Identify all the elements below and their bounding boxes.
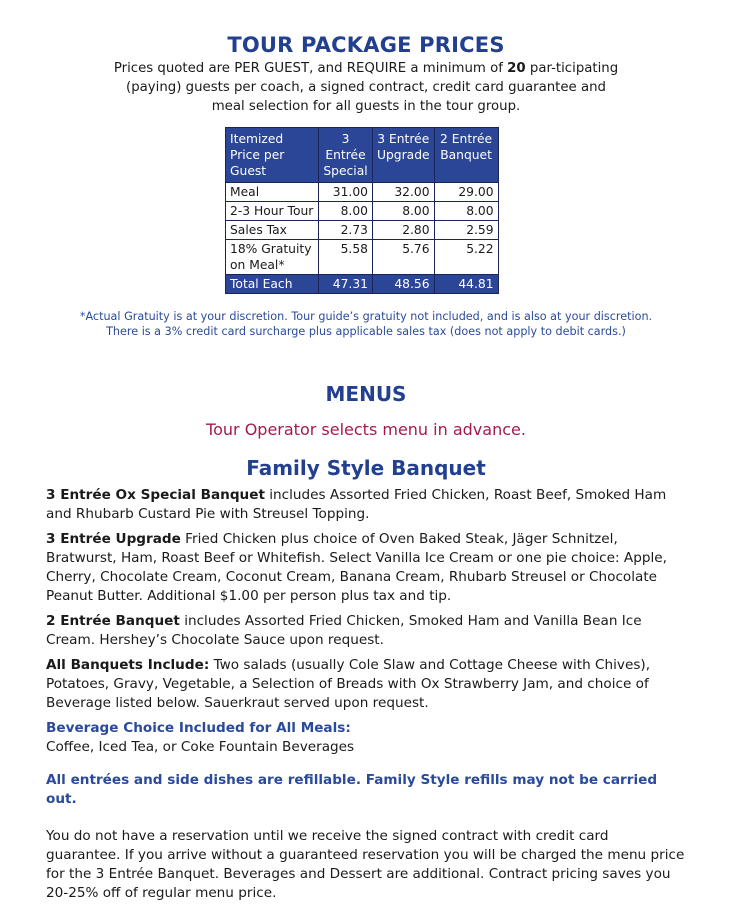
cell-value: 8.00 <box>373 202 435 221</box>
table-row <box>226 240 499 275</box>
menu-item-name: 2 Entrée Banquet <box>46 613 180 629</box>
menu-item-desc: includes Assorted Fried Chicken, Smoked Ham and Vanilla Bean Ice Cream. Hershey’s Chocolate Sauce upon request. <box>46 613 642 648</box>
menu-item <box>46 486 686 524</box>
price-table-header-row <box>226 128 499 183</box>
cell-value: 5.58 <box>319 240 373 275</box>
footnote-line-1: *Actual Gratuity is at your discretion. Tour guide’s gratuity not included, and is also at your discretion. <box>79 310 653 323</box>
cell-value: 8.00 <box>319 202 373 221</box>
intro-paragraph <box>110 59 622 116</box>
menu-item-name: All Banquets Include: <box>46 657 210 673</box>
menus-heading: MENUS <box>325 382 407 406</box>
cell-value: 2.59 <box>434 221 498 240</box>
menu-item <box>46 656 686 713</box>
menu-item-name: 3 Entrée Upgrade <box>46 531 181 547</box>
beverage-section <box>46 719 686 757</box>
menu-item-desc: Fried Chicken plus choice of Oven Baked Steak, Jäger Schnitzel, Bratwurst, Ham, Roast Beef or Whitefish. Select Vanilla Ice Cream or one pie choice: Apple, Cherry, Chocolate Cream, Coconut Cream, Banana Cream, Rhubarb Streusel or Chocolate Peanut Butter. Additional $1.00 per person plus tax and tip. <box>46 531 667 604</box>
cell-value: 5.22 <box>434 240 498 275</box>
cell-value: 2.73 <box>319 221 373 240</box>
cell-value: 8.00 <box>434 202 498 221</box>
row-label: 2-3 Hour Tour <box>226 202 319 221</box>
total-label: Total Each <box>226 275 319 294</box>
menu-item <box>46 530 686 606</box>
row-label: 18% Gratuity on Meal* <box>226 240 319 275</box>
page-title: TOUR PACKAGE PRICES <box>227 33 505 57</box>
menu-descriptions <box>46 486 686 909</box>
cell-value: 31.00 <box>319 183 373 202</box>
intro-text-start: Prices quoted are PER GUEST, and REQUIRE a minimum of <box>113 61 508 76</box>
row-label: Sales Tax <box>226 221 319 240</box>
family-style-heading: Family Style Banquet <box>246 456 486 480</box>
gratuity-footnote <box>0 309 732 339</box>
refill-note: All entrées and side dishes are refillable. Family Style refills may not be carried out. <box>46 772 658 807</box>
total-value: 44.81 <box>434 275 498 294</box>
row-label: Meal <box>226 183 319 202</box>
table-row <box>226 202 499 221</box>
footnote-line-2: There is a 3% credit card surcharge plus applicable sales tax (does not apply to debit cards.) <box>106 325 626 338</box>
beverage-heading: Beverage Choice Included for All Meals: <box>46 720 351 736</box>
menu-item <box>46 612 686 650</box>
operator-note: Tour Operator selects menu in advance. <box>206 420 526 439</box>
intro-text-end: par-ticipating (paying) guests per coach, a signed contract, credit card guarantee and meal selection for all guests in the tour group. <box>126 61 619 114</box>
cell-value: 29.00 <box>434 183 498 202</box>
reservation-note: You do not have a reservation until we receive the signed contract with credit card guarantee. If you arrive without a guaranteed reservation you will be charged the menu price for the 3 Entrée Banquet. Beverages and Dessert are additional. Contract pricing saves you 20-25% off of regular menu price. <box>46 828 685 901</box>
table-row <box>226 221 499 240</box>
table-row <box>226 183 499 202</box>
cell-value: 2.80 <box>373 221 435 240</box>
total-value: 48.56 <box>373 275 435 294</box>
total-value: 47.31 <box>319 275 373 294</box>
total-row <box>226 275 499 294</box>
menu-item-desc: includes Assorted Fried Chicken, Roast Beef, Smoked Ham and Rhubarb Custard Pie with Streusel Topping. <box>46 487 667 522</box>
minimum-guests: 20 <box>507 61 526 76</box>
cell-value: 32.00 <box>373 183 435 202</box>
price-table <box>225 127 499 294</box>
header-itemized: Itemized Price per Guest <box>226 128 319 183</box>
header-3-entree-special: 3 Entrée Special <box>319 128 373 183</box>
cell-value: 5.76 <box>373 240 435 275</box>
beverage-list: Coffee, Iced Tea, or Coke Fountain Beverages <box>46 739 355 755</box>
header-3-entree-upgrade: 3 Entrée Upgrade <box>373 128 435 183</box>
menu-item-name: 3 Entrée Ox Special Banquet <box>46 487 265 503</box>
header-2-entree-banquet: 2 Entrée Banquet <box>434 128 498 183</box>
menu-item-desc: Two salads (usually Cole Slaw and Cottage Cheese with Chives), Potatoes, Gravy, Vegetable, a Selection of Breads with Ox Strawberry Jam, and choice of Beverage listed below. Sauerkraut served upon request. <box>46 657 651 711</box>
